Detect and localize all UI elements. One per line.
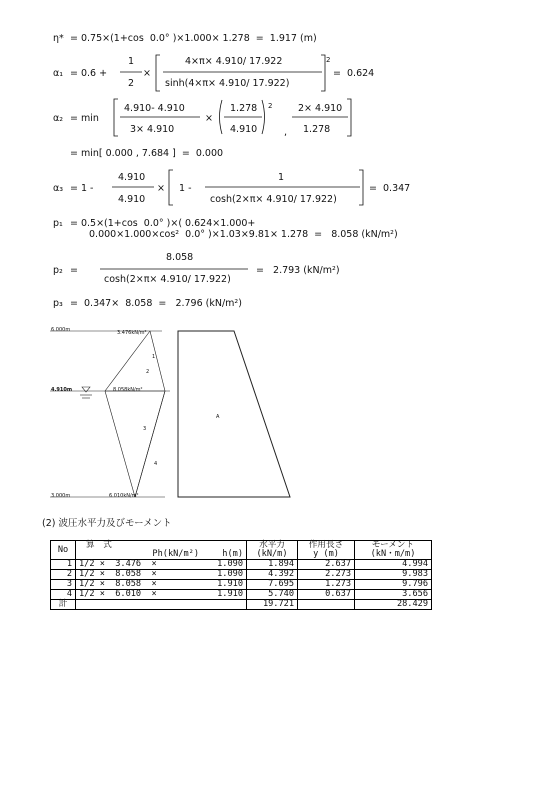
total-force: 19.721 bbox=[247, 600, 298, 610]
alpha2-frac3-num: 2× 4.910 bbox=[298, 103, 343, 114]
header-h: h(m) bbox=[202, 550, 247, 560]
alpha1-times: × bbox=[143, 68, 151, 79]
header-no: No bbox=[51, 541, 76, 560]
table-row bbox=[51, 580, 432, 590]
alpha1-frac2-num: 4×π× 4.910/ 17.922 bbox=[185, 56, 283, 67]
row-formula: 1/2 × 6.010 × bbox=[76, 590, 203, 600]
header-arm-unit: y (m) bbox=[298, 550, 355, 560]
pressure-divider-upper bbox=[105, 331, 150, 391]
row-moment: 9.983 bbox=[355, 570, 432, 580]
alpha2-symbol: α₂ bbox=[53, 113, 64, 124]
alpha2-frac1-num: 4.910- 4.910 bbox=[124, 103, 185, 114]
row-no: 1 bbox=[51, 560, 76, 570]
p3-expression: = 0.347× 8.058 = 2.796 (kN/m²) bbox=[70, 298, 242, 309]
row-h: 1.910 bbox=[202, 590, 247, 600]
header-arm: 作用長さ bbox=[298, 541, 355, 551]
header-force: 水平力 bbox=[247, 541, 298, 551]
zone-label-2: 2 bbox=[146, 369, 150, 375]
alpha1-frac1-num: 1 bbox=[128, 56, 135, 67]
p2-numerator: 8.058 bbox=[166, 252, 194, 263]
row-force: 4.392 bbox=[247, 570, 298, 580]
row-h: 1.090 bbox=[202, 560, 247, 570]
table-row bbox=[51, 570, 432, 580]
p2-denominator: cosh(2×π× 4.910/ 17.922) bbox=[104, 274, 231, 285]
row-no: 4 bbox=[51, 590, 76, 600]
alpha3-symbol: α₃ bbox=[53, 183, 64, 194]
row-no: 2 bbox=[51, 570, 76, 580]
row-moment: 3.656 bbox=[355, 590, 432, 600]
total-empty-calc bbox=[76, 600, 203, 610]
row-force: 5.740 bbox=[247, 590, 298, 600]
alpha1-frac1-den: 2 bbox=[128, 78, 135, 89]
p2-symbol: p₂ bbox=[53, 265, 63, 276]
alpha3-frac2-den: cosh(2×π× 4.910/ 17.922) bbox=[210, 194, 337, 205]
alpha2-times: × bbox=[205, 113, 213, 124]
alpha1-result: = 0.624 bbox=[333, 68, 375, 79]
p1-symbol: p₁ bbox=[53, 218, 63, 229]
alpha1-prefix: = 0.6 + bbox=[70, 68, 108, 79]
table-total-row bbox=[51, 600, 432, 610]
row-moment: 9.796 bbox=[355, 580, 432, 590]
table-row bbox=[51, 560, 432, 570]
alpha3-frac2-num: 1 bbox=[278, 172, 285, 183]
alpha3-times: × bbox=[157, 183, 165, 194]
section-label: A bbox=[216, 414, 220, 420]
elevation-top-label: 6.000m bbox=[51, 327, 71, 333]
alpha3-result: = 0.347 bbox=[369, 183, 411, 194]
row-ph: 8.058 bbox=[115, 579, 142, 589]
row-arm: 0.637 bbox=[298, 590, 355, 600]
zone-label-4: 4 bbox=[154, 461, 158, 467]
alpha2-frac2-den: 4.910 bbox=[230, 124, 258, 135]
pressure-divider-lower-2 bbox=[135, 391, 165, 497]
header-moment: モーメント bbox=[355, 541, 432, 551]
total-label: 計 bbox=[51, 600, 76, 610]
row-frac: 1/2 bbox=[79, 579, 95, 589]
alpha3-prefix: = 1 - bbox=[70, 183, 94, 194]
alpha2-min-result: = min[ 0.000 , 7.684 ] = 0.000 bbox=[70, 148, 224, 159]
p2-prefix: = bbox=[70, 265, 78, 276]
alpha1-symbol: α₁ bbox=[53, 68, 64, 79]
row-no: 3 bbox=[51, 580, 76, 590]
eta-expression: = 0.75×(1+cos 0.0° )×1.000× 1.278 = 1.917 (m) bbox=[70, 33, 317, 44]
alpha2-frac1-den: 3× 4.910 bbox=[130, 124, 175, 135]
alpha3-frac1-num: 4.910 bbox=[118, 172, 146, 183]
row-arm: 1.273 bbox=[298, 580, 355, 590]
elevation-water-label: 4.910m bbox=[51, 387, 73, 393]
row-frac: 1/2 bbox=[79, 589, 95, 599]
p1-line2: 0.000×1.000×cos² 0.0° )×1.03×9.81× 1.278 = 8.058 (kN/m²) bbox=[89, 229, 398, 240]
row-moment: 4.994 bbox=[355, 560, 432, 570]
total-empty-h bbox=[202, 600, 247, 610]
pressure-bottom-label: 6.010kN/m² bbox=[109, 493, 139, 499]
alpha1-frac2-den: sinh(4×π× 4.910/ 17.922) bbox=[165, 78, 290, 89]
alpha2-frac2-num: 1.278 bbox=[230, 103, 258, 114]
section-title: (2) 波圧水平力及びモーメント bbox=[42, 518, 172, 529]
zone-label-1: 1 bbox=[152, 354, 156, 360]
p2-result: = 2.793 (kN/m²) bbox=[256, 265, 340, 276]
p3-symbol: p₃ bbox=[53, 298, 63, 309]
alpha2-frac3-den: 1.278 bbox=[303, 124, 331, 135]
row-formula: 1/2 × 3.476 × bbox=[76, 560, 203, 570]
results-table bbox=[50, 540, 432, 610]
alpha3-inner-prefix: 1 - bbox=[179, 183, 192, 194]
zone-label-3: 3 bbox=[143, 426, 147, 432]
row-h: 1.090 bbox=[202, 570, 247, 580]
p1-line1: = 0.5×(1+cos 0.0° )×( 0.624×1.000+ bbox=[70, 218, 256, 229]
total-empty-arm bbox=[298, 600, 355, 610]
elevation-bottom-label: 3.000m bbox=[51, 493, 71, 499]
header-ph: Ph(kN/m²) bbox=[76, 550, 203, 560]
pressure-water-label: 8.058kN/m² bbox=[113, 387, 143, 393]
row-frac: 1/2 bbox=[79, 559, 95, 569]
row-arm: 2.637 bbox=[298, 560, 355, 570]
row-ph: 6.010 bbox=[115, 589, 142, 599]
table-row bbox=[51, 590, 432, 600]
alpha2-separator: , bbox=[284, 127, 288, 138]
total-moment: 28.429 bbox=[355, 600, 432, 610]
header-moment-unit: (kN・m/m) bbox=[355, 550, 432, 560]
row-ph: 3.476 bbox=[115, 559, 142, 569]
structure-outline bbox=[178, 331, 290, 497]
row-h: 1.910 bbox=[202, 580, 247, 590]
header-calc: 算 式 bbox=[76, 541, 247, 551]
pressure-top-label: 3.476kN/m² bbox=[117, 330, 147, 336]
row-formula: 1/2 × 8.058 × bbox=[76, 580, 203, 590]
row-ph: 8.058 bbox=[115, 569, 142, 579]
alpha2-prefix: = min bbox=[70, 113, 99, 124]
alpha1-exponent: 2 bbox=[326, 56, 331, 64]
row-arm: 2.273 bbox=[298, 570, 355, 580]
row-force: 7.695 bbox=[247, 580, 298, 590]
header-force-unit: (kN/m) bbox=[247, 550, 298, 560]
pressure-profile-line bbox=[135, 331, 165, 497]
eta-symbol: η* bbox=[53, 33, 64, 44]
row-frac: 1/2 bbox=[79, 569, 95, 579]
alpha2-exponent: 2 bbox=[268, 102, 273, 110]
alpha3-frac1-den: 4.910 bbox=[118, 194, 146, 205]
row-force: 1.894 bbox=[247, 560, 298, 570]
row-formula: 1/2 × 8.058 × bbox=[76, 570, 203, 580]
pressure-divider-lower-1 bbox=[105, 391, 135, 497]
